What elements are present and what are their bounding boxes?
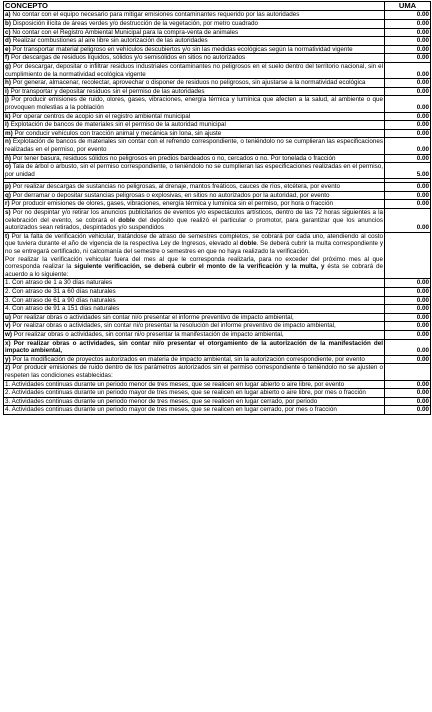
- table-row: [4, 322, 431, 331]
- table-row: [4, 330, 431, 339]
- row-text: Explotación de bancos de materiales sin el permiso de la autoridad municipal: [10, 121, 226, 129]
- row-value: 0.00: [385, 112, 431, 121]
- row-text: Por no despintar y/o retirar los anuncios publicitarios de eventos y/o espectáculos artísticos, dentro de las 72 horas siguientes a la celebración del evento, se cobrará el: [5, 209, 384, 224]
- row-letter: t): [5, 232, 10, 240]
- row-value: 0.00: [385, 313, 431, 322]
- table-row: [4, 163, 431, 179]
- row-text-bold: doble: [118, 216, 136, 224]
- row-text: del depósito que realizó el particular o promotor, para garantizar que los anuncios autorizados sean retirados, despintados y/o suspendidos: [5, 216, 383, 232]
- row-value: 0.00: [385, 79, 431, 88]
- row-text: Por transportar y depositar residuos sin el permiso de las autoridades: [10, 87, 205, 95]
- row-text: Por la modificación de proyectos autorizados en materia de impacto ambiental, sin la autorización correspondiente, por evento: [12, 355, 365, 363]
- row-text: Por realizar descargas de sustancias no peligrosas, al drenaje, mantos freáticos, cauces de ríos, etcétera, por evento: [12, 183, 340, 191]
- row-text: Por descargar, depositar o infiltrar residuos industriales contaminantes no peligrosos en el suelo dentro del territorio nacional, sin el cumplimiento de la normatividad ecológica vigente: [5, 62, 384, 78]
- table-row: [4, 138, 431, 154]
- row-value: 0.00: [385, 200, 431, 209]
- subrow-text: 4. Con atraso de 91 a 151 días naturales: [4, 305, 385, 314]
- row-value: 0.00: [385, 154, 431, 163]
- row-letter: b): [5, 20, 11, 27]
- table-row: [4, 183, 431, 192]
- table-row: [4, 112, 431, 121]
- header-uma: UMA: [385, 2, 431, 11]
- row-letter: h): [5, 79, 11, 87]
- row-value: 0.00: [385, 20, 431, 29]
- row-value: 0.00: [385, 339, 431, 355]
- table-subrow: [4, 305, 431, 314]
- row-text: Por descargas de residuos líquidos, sólidos y/o semisólidos en sitios no autorizados: [10, 54, 246, 62]
- table-row: [4, 11, 431, 20]
- row-text: Explotación de bancos de materiales sin contar con el refrendo correspondiente, o teniéndolo no se cumplieran las especificaciones realizadas en el permiso, por evento: [5, 138, 384, 153]
- row-text: Por realizar obras o actividades, sin contar ni/o presentar la manifestación de impacto ambiental,: [13, 330, 284, 338]
- row-text: No contar con el equipo necesario para mitigar emisiones contaminantes requerido por las autoridades: [12, 11, 300, 19]
- row-letter: c): [5, 28, 11, 36]
- table-row: [4, 364, 431, 380]
- row-value: 5.00: [385, 163, 431, 179]
- row-text: Por realizar la verificación vehicular fuera del mes al que le corresponda realizarla, para no exceder del próximo mes al que corresponda realizar la: [5, 255, 383, 271]
- row-value: 0.00: [385, 288, 431, 297]
- subrow-text: 4. Actividades continuas durante un periodo mayor de tres meses, que se realicen en lugar cerrado, por mes o fracción: [4, 406, 385, 415]
- row-text: Realizar combustiones al aire libre sin autorización de las autoridades: [12, 37, 208, 45]
- subrow-text: 1. Actividades continuas durante un periodo menor de tres meses, que se realicen en lugar abierto o aire libre, por evento: [4, 380, 385, 389]
- row-letter: v): [5, 322, 11, 330]
- row-text: Por la falta de verificación vehicular, tratándose de atraso de semestres completos, se cobrará por cada uno, atendiendo al costo que tuviera durante el año de vigencia de la respectiva Ley de Ingresos, elevado al: [5, 232, 384, 248]
- row-text: Por conducir vehículos con tracción animal y mecánica sin lona, sin ajuste: [14, 129, 222, 137]
- table-subrow: [4, 279, 431, 288]
- table-row: [4, 28, 431, 37]
- table-subrow: [4, 296, 431, 305]
- row-value: 0.00: [385, 37, 431, 46]
- table-row: [4, 79, 431, 88]
- row-letter: d): [5, 37, 11, 45]
- row-value: 0.00: [385, 389, 431, 398]
- row-value: 0.00: [385, 129, 431, 138]
- table-row: [4, 200, 431, 209]
- row-value: 0.00: [385, 138, 431, 154]
- table-row: [4, 129, 431, 138]
- header-concepto: CONCEPTO: [4, 2, 385, 11]
- table-row: [4, 54, 431, 63]
- row-letter: p): [5, 183, 11, 191]
- row-letter: m): [5, 129, 13, 137]
- row-letter: q): [5, 191, 11, 199]
- row-letter: e): [5, 45, 11, 53]
- row-value: 0.00: [385, 191, 431, 200]
- row-value: 0.00: [385, 45, 431, 54]
- row-letter: i): [5, 87, 9, 95]
- table-row: [4, 45, 431, 54]
- table-row: [4, 191, 431, 200]
- row-text: Por producir emisiones de ruido dentro de los parámetros autorizados sin el permiso correspondiente o teniéndolo no se ajusten o respeten las condiciones establecidas:: [5, 364, 384, 379]
- row-letter: f): [5, 54, 10, 62]
- subrow-text: 3. Con atraso de 61 a 90 días naturales: [4, 296, 385, 305]
- row-letter: o): [5, 163, 11, 171]
- row-letter: w): [5, 330, 12, 338]
- row-text: Por generar, almacenar, recolectar, aprovechar o disponer de residuos no peligrosos, sin ajustarse a la normatividad ecológica: [12, 79, 366, 87]
- row-text: Por realizar obras o actividades sin contar ni/o presentar el informe preventivo de impacto ambiental,: [12, 313, 294, 321]
- table-subrow: [4, 389, 431, 398]
- row-text: Por derramar o depositar sustancias peligrosas o explosivas, en sitios no autorizados por la autoridad, por evento: [12, 191, 330, 199]
- row-text-bold: doble: [239, 240, 257, 248]
- row-value: 0.00: [385, 406, 431, 415]
- row-value: 0.00: [385, 305, 431, 314]
- row-letter: ñ): [5, 154, 11, 162]
- row-value: 0.00: [385, 183, 431, 192]
- row-value: 0.00: [385, 296, 431, 305]
- row-letter: s): [5, 209, 11, 217]
- table-row: [4, 96, 431, 112]
- row-text-bold: siguiente verificación, se deberá cubrir el monto de la verificación y la multa, y: [74, 263, 325, 271]
- row-letter: r): [5, 200, 10, 208]
- row-letter: n): [5, 138, 11, 146]
- row-letter: y): [5, 355, 11, 363]
- table-row: [4, 121, 431, 130]
- row-value: 0.00: [385, 121, 431, 130]
- table-header-row: [4, 2, 431, 11]
- table-row: [4, 209, 431, 233]
- table-subrow: [4, 406, 431, 415]
- table-subrow: [4, 380, 431, 389]
- row-letter: a): [5, 11, 11, 19]
- table-row: [4, 339, 431, 355]
- subrow-text: 2. Actividades continuas durante un periodo mayor de tres meses, que se realicen en lugar abierto o aire libre, por mes o fracción: [4, 389, 385, 398]
- row-text-bold: Por realizar obras o actividades, sin contar ni/o presentar el otorgamiento de la autorización de la manifestación del impacto ambiental,: [5, 339, 383, 355]
- subrow-text: 1. Con atraso de 1 a 30 días naturales: [4, 279, 385, 288]
- table-row: [4, 232, 431, 279]
- table-row: [4, 87, 431, 96]
- row-text: Por operar centros de acopio sin el registro ambiental municipal: [12, 112, 191, 120]
- table-row: [4, 154, 431, 163]
- row-text: . Se deberá cubrir la multa correspondiente y no se entregará certificado, ni calcomanía del semestre o semestres en que no haya realizado la verificación.: [5, 240, 383, 256]
- row-value: 0.00: [385, 11, 431, 20]
- row-value: 0.00: [385, 209, 431, 233]
- row-letter: k): [5, 112, 11, 120]
- row-text: Por producir emisiones de ruido, olores, gases, vibraciones, energía térmica y lumínica que afecten a la salud, al ambiente o que provoquen molestias a la población: [5, 96, 383, 111]
- row-value: 0.00: [385, 355, 431, 364]
- row-text: No contar con el Registro Ambiental Municipal para la compra-venta de animales: [12, 28, 239, 36]
- row-letter: l): [5, 121, 9, 129]
- row-value: 0.00: [385, 28, 431, 37]
- subrow-text: 3. Actividades continuas durante un periodo menor de tres meses, que se realicen en lugar cerrado, por periodo: [4, 397, 385, 406]
- row-value: 0.00: [385, 279, 431, 288]
- row-letter: z): [5, 364, 11, 372]
- table-row: [4, 62, 431, 78]
- row-value: 0.00: [385, 54, 431, 63]
- row-text: ésta se cobrará de acuerdo a lo siguiente:: [5, 263, 384, 278]
- row-value: 0.00: [385, 87, 431, 96]
- row-text: Tala de árbol o arbusto, sin el permiso correspondiente, o teniéndolo no se cumplieran las especificaciones realizadas en el permiso, por unidad: [5, 163, 383, 178]
- row-value: 0.00: [385, 380, 431, 389]
- row-value: 0.00: [385, 62, 431, 78]
- row-text: Por producir emisiones de olores, gases, vibraciones, energía térmica y lumínica sin el permiso, por hora o fracción: [11, 200, 333, 208]
- table-subrow: [4, 397, 431, 406]
- row-letter: g): [5, 62, 11, 70]
- row-value: 0.00: [385, 397, 431, 406]
- row-value: 0.00: [385, 330, 431, 339]
- row-letter: j): [5, 96, 9, 104]
- table-row: [4, 37, 431, 46]
- row-letter: x): [5, 339, 11, 347]
- row-letter: u): [5, 313, 11, 321]
- table-row: [4, 20, 431, 29]
- row-text: Por realizar obras o actividades, sin contar ni/o presentar la resolución del informe preventivo de impacto ambiental,: [12, 322, 336, 330]
- fines-table: [3, 1, 431, 415]
- row-text: Por tener basura, residuos sólidos no peligrosos en predios bardeados o no, cercados o no. Por tonelada o fracción: [12, 154, 336, 162]
- row-text: Por transportar material peligroso en vehículos descubiertos y/o sin las medidas ecológicas según la normatividad vigente: [12, 45, 353, 53]
- row-text: Disposición ilícita de áreas verdes y/o destrucción de la vegetación, por metro cuadrado: [12, 20, 259, 27]
- row-value: 0.00: [385, 96, 431, 112]
- table-row: [4, 313, 431, 322]
- row-value: 0.00: [385, 322, 431, 331]
- subrow-text: 2. Con atraso de 31 a 60 días naturales: [4, 288, 385, 297]
- table-row: [4, 355, 431, 364]
- table-subrow: [4, 288, 431, 297]
